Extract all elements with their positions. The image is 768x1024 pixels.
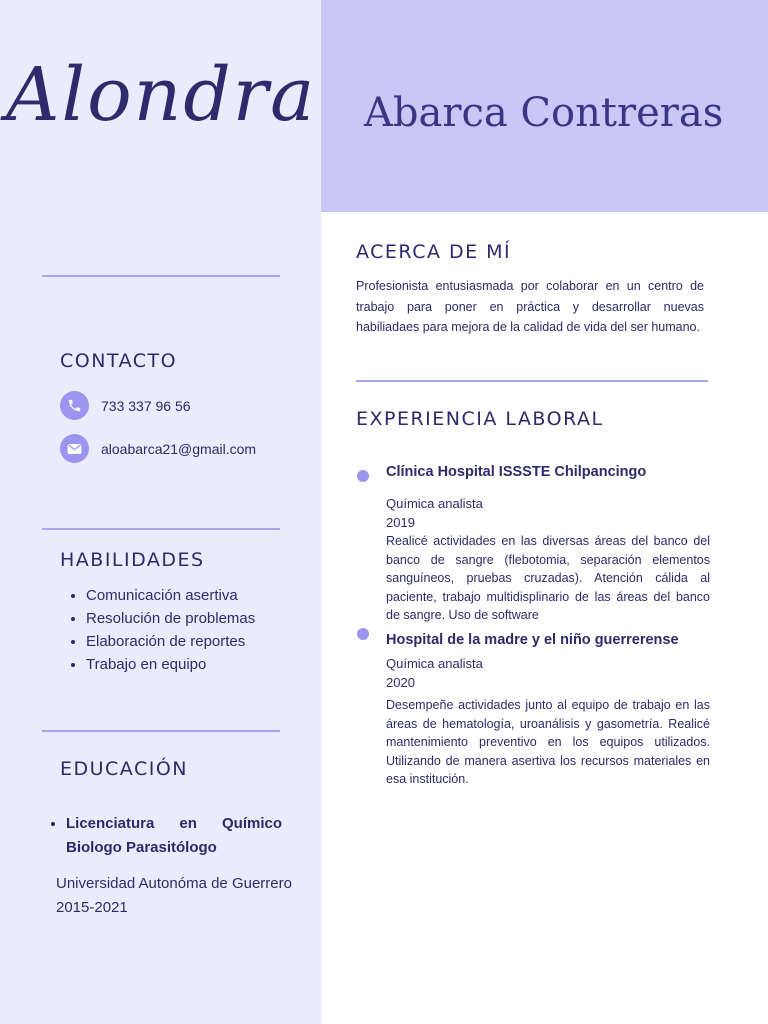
education-school: Universidad Autonóma de Guerrero	[56, 875, 292, 892]
divider-skills	[42, 528, 280, 530]
left-sidebar	[0, 0, 321, 1024]
job-meta	[386, 494, 483, 532]
skill-item: • Elaboración de reportes	[86, 633, 255, 650]
education-degree-list	[48, 812, 282, 860]
education-years: 2015-2021	[56, 899, 128, 916]
contact-phone-row	[60, 391, 191, 420]
job-year: 2019	[386, 515, 415, 530]
skill-item: • Resolución de problemas	[86, 610, 255, 627]
contact-email-row	[60, 434, 256, 463]
skills-list	[62, 587, 255, 679]
divider-education	[42, 730, 280, 732]
divider-about	[356, 380, 708, 382]
last-name: Abarca Contreras	[364, 90, 724, 136]
job-company: Clínica Hospital ISSSTE Chilpancingo	[386, 464, 647, 480]
job-bullet-icon	[357, 470, 369, 482]
first-name: Alondra	[6, 52, 317, 138]
skill-item: • Trabajo en equipo	[86, 656, 255, 673]
job-year: 2020	[386, 675, 415, 690]
skill-item: • Comunicación asertiva	[86, 587, 255, 604]
job-description: Desempeñe actividades junto al equipo de trabajo en las áreas de hematología, uroanálisis y gasometría. Realicé mantenimiento preventivo en los equipos utilizados. Utilizando de manera asertiva los recursos materiales en esa institución.	[386, 698, 710, 786]
job-bullet-icon	[357, 628, 369, 640]
job-description: Realicé actividades en las diversas áreas del banco del banco de sangre (flebotomia, separación elementos sanguíneos, pruebas cruzadas). Atención cálida al paciente, trabajo multidisplinario de las áreas del banco de sangre. Uso de software	[386, 534, 710, 622]
job-role: Química analista	[386, 656, 483, 671]
education-title: EDUCACIÓN	[60, 758, 189, 780]
contact-title: CONTACTO	[60, 350, 178, 372]
about-title: ACERCA DE MÍ	[356, 241, 512, 263]
job-company: Hospital de la madre y el niño guerrerense	[386, 632, 679, 648]
about-text: Profesionista entusiasmada por colaborar en un centro de trabajo para poner en práctica y desarrollar nuevas habiliadaes para mejora de la calidad de vida del ser humano.	[356, 279, 704, 334]
education-school-block	[56, 872, 292, 920]
education-degree: • Licenciatura en Químico Biologo Parasitólogo	[66, 812, 282, 860]
job-role: Química analista	[386, 496, 483, 511]
email-address: aloabarca21@gmail.com	[101, 440, 257, 457]
experience-title: EXPERIENCIA LABORAL	[356, 408, 604, 430]
skills-title: HABILIDADES	[60, 549, 205, 571]
divider-top	[42, 275, 280, 277]
phone-number: 733 337 96 56	[101, 397, 191, 414]
job-meta	[386, 654, 483, 692]
email-icon	[60, 434, 89, 463]
phone-icon	[60, 391, 89, 420]
